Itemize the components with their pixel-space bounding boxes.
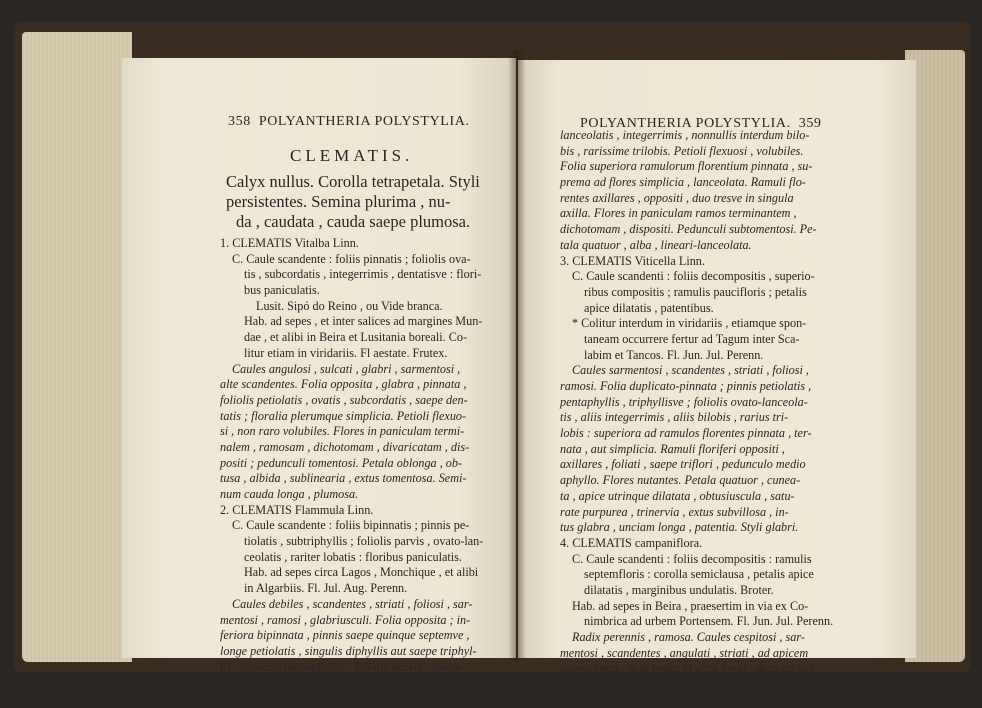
- text-line: ramosi. Folia duplicato-pinnata ; pinnis petiolatis ,: [560, 379, 812, 393]
- right-page-number: 359: [798, 116, 822, 131]
- text-line: feriora bipinnata , pinnis saepe quinque septemve ,: [220, 628, 470, 643]
- text-line: pubescentes , octo pedes et ultra longi , duas ad tres: [560, 661, 815, 676]
- genus-desc-line: da , caudata , cauda saepe plumosa.: [236, 212, 471, 231]
- text-line: ribus compositis ; ramulis paucifloris ; petalis: [584, 284, 807, 299]
- text-line: alte scandentes. Folia opposita , glabra , pinnata ,: [220, 377, 467, 392]
- text-line: litur etiam in viridariis. Fl aestate. Frutex.: [244, 345, 448, 360]
- species-heading: 3. CLEMATIS Viticella Linn.: [560, 253, 705, 268]
- text-line: C. Caule scandenti : foliis decompositis : ramulis: [572, 551, 812, 566]
- text-line: nimbrica ad urbem Portensem. Fl. Jun. Jul. Perenn.: [584, 614, 834, 629]
- page-edges-left: [22, 32, 132, 662]
- right-page: [518, 60, 916, 707]
- text-line: apice dilatatis , patentibus.: [584, 300, 714, 315]
- text-line: C. Caule scandente : foliis pinnatis ; foliolis ova-: [232, 251, 471, 266]
- text-line: rate purpurea , trinervia , extus subvillosa , in-: [560, 504, 789, 519]
- text-line: Caules sarmentosi , scandentes , striati , foliosi ,: [572, 363, 809, 378]
- right-body-text: [560, 128, 842, 708]
- catchword: lan-: [468, 675, 488, 690]
- text-line: * Colitur interdum in viridariis , etiamque spon-: [572, 316, 807, 331]
- text-line: in Algarbiis. Fl. Jul. Aug. Perenn.: [244, 581, 408, 596]
- text-line: tusa , albida , sublinearia , extus tomentosa. Semi-: [220, 471, 467, 486]
- text-line: longe petiolatis , singulis diphyllis aut saepe triphyl-: [220, 643, 477, 658]
- text-line: lis , extremis monophyllis ; foliolis parvis , ovato-: [220, 659, 462, 674]
- text-line: tala quatuor , alba , lineari-lanceolata.: [560, 237, 752, 252]
- text-line: mentosi , ramosi , glabriusculi. Folia opposita ; in-: [220, 612, 471, 627]
- text-line: bis , rarissime trilobis. Petioli flexuosi , volubiles.: [560, 143, 804, 158]
- text-line: si , non raro volubiles. Flores in paniculam termi-: [220, 424, 465, 439]
- text-line: lineas inferne lati : rami axillares , oppositi , va-: [560, 677, 798, 692]
- text-line: lanceolatis , integerrimis , nonnullis interdum bilo-: [560, 128, 810, 142]
- text-line: Hab. ad sepes circa Lagos , Monchique , et alibi: [244, 565, 479, 580]
- text-line: aphyllo. Flores nutantes. Petala quatuor , cunea-: [560, 473, 801, 488]
- text-line: dae , et alibi in Beira et Lusitania boreali. Co-: [244, 330, 468, 345]
- text-line: tiolatis , subtriphyllis ; foliolis parvis , ovato-lan-: [244, 534, 484, 549]
- text-line: tis , aliis integerrimis , aliis bilobis , rarius tri-: [560, 410, 789, 425]
- text-line: tus glabra , unciam longa , patentia. Styli glabri.: [560, 520, 799, 535]
- genus-title: CLEMATIS.: [290, 146, 414, 165]
- text-line: ceolatis , rariter lobatis : floribus paniculatis.: [244, 549, 462, 564]
- book-gutter: [508, 50, 526, 660]
- text-line: pentaphyllis , triphyllisve ; foliolis ovato-lanceola-: [560, 394, 808, 409]
- right-running-title: POLYANTHERIA POLYSTYLIA.: [580, 116, 791, 131]
- text-line: Folia superiora ramulorum florentium pinnata , su-: [560, 159, 813, 174]
- text-line: tatis ; floralia plerumque simplicia. Petioli flexuo-: [220, 408, 467, 423]
- text-line: lobis : superiora ad ramulos florentes pinnata , ter-: [560, 426, 812, 441]
- text-line: Lusit. Sipó do Reino , ou Vide branca.: [256, 298, 443, 313]
- text-line: axillares , foliati , saepe triflori , pedunculo medio: [560, 457, 806, 472]
- genus-desc-line: Calyx nullus. Corolla tetrapetala. Styli: [226, 172, 480, 191]
- text-line: rentes axillares , oppositi , duo tresve in singula: [560, 190, 794, 205]
- text-line: C. Caule scandenti : foliis decompositis , superio-: [572, 269, 815, 284]
- text-line: tis , subcordatis , integerrimis , dentatisve : flori-: [244, 267, 482, 282]
- left-page: [122, 58, 516, 690]
- text-line: dilatatis , marginibus undulatis. Broter.: [584, 582, 774, 597]
- text-line: Caules debiles , scandentes , striati , foliosi , sar-: [232, 596, 473, 611]
- text-line: Radix perennis , ramosa. Caules cespitosi , sar-: [572, 630, 805, 644]
- catchword: rie: [828, 692, 842, 707]
- genus-desc-line: persistentes. Semina plurima , nu-: [226, 192, 451, 211]
- species-heading: 2. CLEMATIS Flammula Linn.: [220, 502, 374, 517]
- text-line: taneam occurrere fertur ad Tagum inter Sca-: [584, 331, 800, 346]
- text-line: nata , aut simplicia. Ramuli floriferi oppositi ,: [560, 441, 785, 456]
- left-running-title: POLYANTHERIA POLYSTYLIA.: [258, 114, 470, 129]
- text-line: labim et Tancos. Fl. Jun. Jul. Perenn.: [584, 347, 764, 362]
- text-line: prema ad flores simplicia , lanceolata. Ramuli flo-: [560, 175, 806, 190]
- text-line: bus paniculatis.: [244, 283, 320, 298]
- species-heading: 4. CLEMATIS campaniflora.: [560, 535, 703, 550]
- text-line: num cauda longa , plumosa.: [220, 487, 359, 501]
- text-line: Hab. ad sepes in Beira , praesertim in via ex Co-: [572, 598, 809, 613]
- left-body-text: [220, 236, 488, 691]
- species-heading: 1. CLEMATIS Vitalba Linn.: [220, 236, 359, 250]
- text-line: foliolis petiolatis , ovatis , subcordatis , saepe den-: [220, 392, 468, 407]
- text-line: C. Caule scandente : foliis bipinnatis ; pinnis pe-: [232, 518, 470, 533]
- genus-description: [226, 172, 492, 232]
- text-line: positi ; pedunculi tomentosi. Petala oblonga , ob-: [220, 455, 463, 470]
- text-line: mentosi , scandentes , angulati , striati , ad apicem: [560, 645, 809, 660]
- left-running-head: [228, 114, 470, 130]
- text-line: dichotomam , dispositi. Pedunculi subtomentosi. Pe-: [560, 222, 817, 237]
- text-line: nalem , ramosam , dichotomam , divaricatam , dis-: [220, 439, 470, 454]
- text-line: septemfloris : corolla semiclausa , petalis apice: [584, 567, 814, 582]
- text-line: ta , apice utrinque dilatata , obtusiuscula , satu-: [560, 488, 795, 503]
- left-page-number: 358: [228, 114, 251, 129]
- text-line: Hab. ad sepes , et inter salices ad margines Mun-: [244, 314, 483, 329]
- text-line: axilla. Flores in paniculam ramos terminantem ,: [560, 206, 797, 221]
- text-line: Caules angulosi , sulcati , glabri , sarmentosi ,: [232, 361, 461, 376]
